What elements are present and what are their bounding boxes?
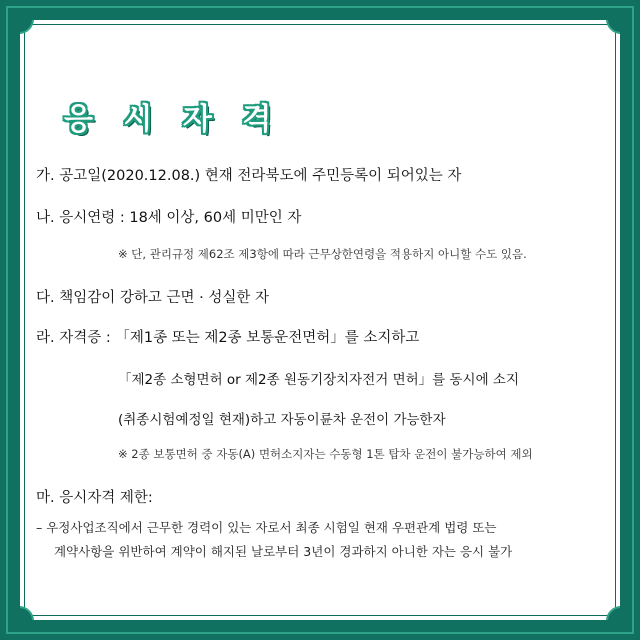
page-title: 응 시 자 격: [64, 102, 282, 137]
requirement-ra-note: ※ 2종 보통면허 중 자동(A) 면허소지자는 수동형 1톤 탑차 운전이 불가능하여 제외: [118, 447, 533, 461]
requirement-na-note: ※ 단, 관리규정 제62조 제3항에 따라 근무상한연령을 적용하지 아니할 수도 있음.: [118, 247, 527, 261]
restriction-line2: 계약사항을 위반하여 계약이 해지된 날로부터 3년이 경과하지 아니한 자는 응시 불가: [54, 544, 513, 559]
requirement-ra-line3: (취종시험예정일 현재)하고 자동이륜차 운전이 가능한자: [118, 412, 446, 428]
requirement-da: 다. 책임감이 강하고 근면 · 성실한 자: [36, 290, 269, 306]
requirement-ra: 라. 자격증 : 「제1종 또는 제2종 보통운전면허」를 소지하고: [36, 330, 420, 346]
restriction-line1: – 우정사업조직에서 근무한 경력이 있는 자로서 최종 시험일 현재 우편관계 법령 또는: [36, 520, 497, 535]
requirement-na: 나. 응시연령 : 18세 이상, 60세 미만인 자: [36, 210, 302, 226]
requirement-ga: 가. 공고일(2020.12.08.) 현재 전라북도에 주민등록이 되어있는 자: [36, 168, 462, 184]
content-card: [20, 20, 620, 620]
requirement-ra-line2: 「제2종 소형면허 or 제2종 원동기장치자전거 면허」를 동시에 소지: [118, 372, 520, 388]
requirement-ma: 마. 응시자격 제한:: [36, 490, 153, 506]
